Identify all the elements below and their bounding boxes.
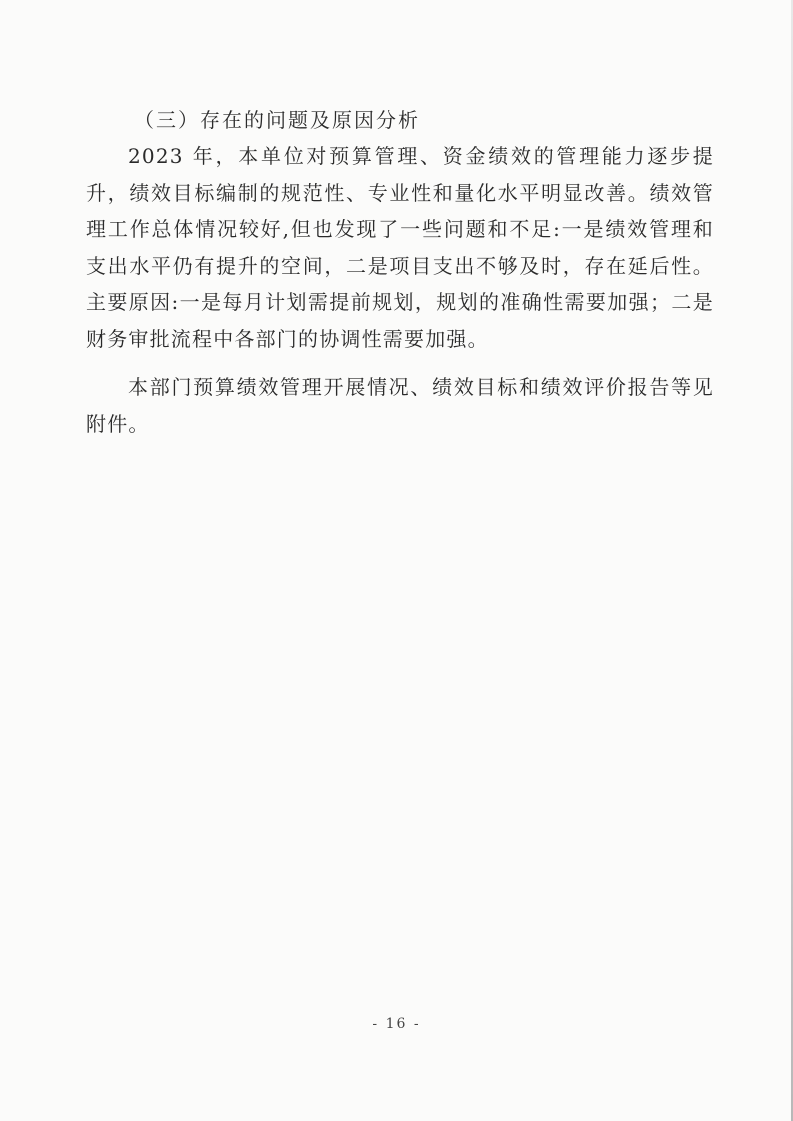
page-number: - 16 - <box>372 1016 421 1032</box>
paragraph-analysis: 2023 年，本单位对预算管理、资金绩效的管理能力逐步提升，绩效目标编制的规范性、专业性和量化水平明显改善。绩效管理工作总体情况较好,但也发现了一些问题和不足:一是绩效管理和支出水平仍有提升的空间，二是项目支出不够及时，存在延后性。主要原因:一是每月计划需提前规划，规划的准确性需要加强；二是财务审批流程中各部门的协调性需要加强。 <box>86 144 714 351</box>
document-body <box>86 102 714 442</box>
paragraph-attachment-note: 本部门预算绩效管理开展情况、绩效目标和绩效评价报告等见附件。 <box>86 375 714 436</box>
section-heading: （三）存在的问题及原因分析 <box>134 108 420 132</box>
